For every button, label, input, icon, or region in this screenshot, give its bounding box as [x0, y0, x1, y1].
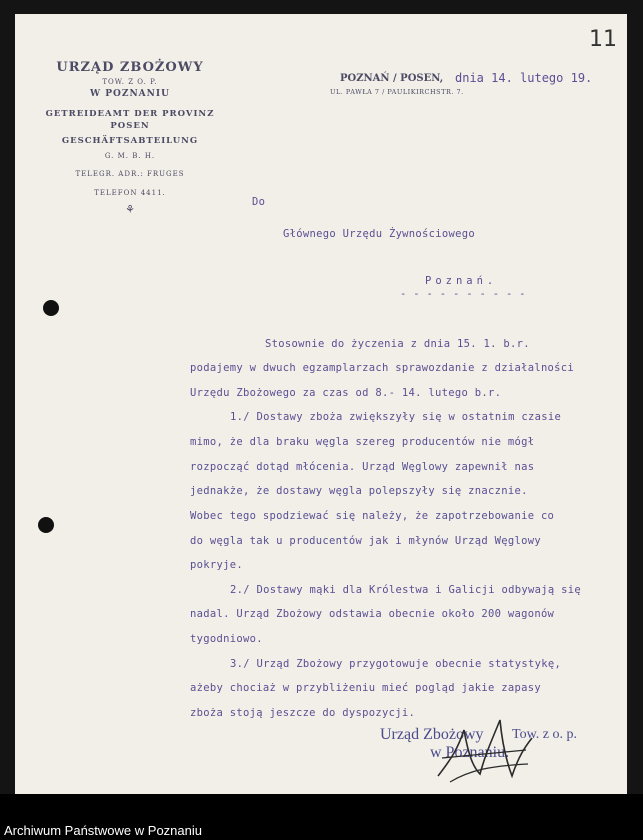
letterhead-name: URZĄD ZBOŻOWY [56, 60, 204, 75]
recipient-city: Poznań. [425, 275, 498, 287]
company-stamp-city: w Poznaniu. [430, 744, 510, 761]
body-line: 2./ Dostawy mąki dla Królestwa i Galicji odbywają się [230, 584, 581, 596]
letterhead-company-form: TOW. Z O. P. [102, 78, 158, 86]
body-line: ażeby chociaż w przybliżeniu mieć pogląd jakie zapasy [190, 682, 541, 694]
recipient-office: Głównego Urzędu Żywnościowego [283, 228, 476, 240]
punch-hole-top [43, 300, 59, 316]
letterhead-place: POZNAŃ / POSEN, [340, 73, 444, 84]
body-line: zboża stoją jeszcze do dyspozycji. [190, 707, 416, 719]
company-stamp-form: Tow. z o. p. [512, 727, 577, 742]
page-number: 11 [589, 27, 617, 52]
body-line: rozpocząć dotąd młócenia. Urząd Węglowy zapewnił nas [190, 461, 535, 473]
body-line: mimo, że dla braku węgla szereg producentów nie mógł [190, 436, 535, 448]
letterhead-telephone: TELEFON 4411. [94, 189, 166, 197]
leaf-ornament-icon: ⚘ [125, 203, 135, 216]
body-line: Stosownie do życzenia z dnia 15. 1. b.r. [265, 338, 530, 350]
recipient-underline: - - - - - - - - - - [400, 288, 526, 300]
recipient-to: Do [252, 196, 266, 208]
body-line: jednakże, że dostawy węgla polepszyły się znacznie. [190, 485, 528, 497]
body-line: Urzędu Zbożowego za czas od 8.- 14. lutego b.r. [190, 387, 502, 399]
handwritten-signature [430, 708, 540, 788]
body-line: podajemy w dwuch egzamplarzach sprawozdanie z działalności [190, 362, 575, 374]
letterhead-telegraph: TELEGR. ADR.: FRUGES [75, 170, 185, 178]
letter-date: dnia 14. lutego 19. [455, 71, 593, 85]
letterhead-german-name: GETREIDEAMT DER PROVINZ [45, 109, 215, 119]
body-line: 1./ Dostawy zboża zwiększyły się w ostatnim czasie [230, 411, 562, 423]
punch-hole-bottom [38, 517, 54, 533]
letterhead-german-city: POSEN [110, 121, 150, 131]
company-stamp-name: Urząd Zbożowy [380, 726, 484, 743]
letterhead-city: W POZNANIU [90, 89, 170, 99]
body-line: tygodniowo. [190, 633, 263, 645]
letterhead-german-form: G. M. B. H. [104, 152, 156, 160]
body-line: nadal. Urząd Zbożowy odstawia obecnie około 200 wagonów [190, 608, 555, 620]
body-line: 3./ Urząd Zbożowy przygotowuje obecnie statystykę, [230, 658, 562, 670]
letterhead-department: GESCHÄFTSABTEILUNG [61, 136, 199, 146]
body-line: pokryje. [190, 559, 243, 571]
document-page [15, 14, 627, 794]
body-line: Wobec tego spodziewać się należy, że zapotrzebowanie co [190, 510, 555, 522]
body-line: do węgla tak u producentów jak i młynów Urząd Węglowy [190, 535, 541, 547]
letterhead-address: UL. PAWŁA 7 / PAULIKIRCHSTR. 7. [330, 88, 464, 96]
archive-footer-label: Archiwum Państwowe w Poznaniu [4, 823, 202, 838]
